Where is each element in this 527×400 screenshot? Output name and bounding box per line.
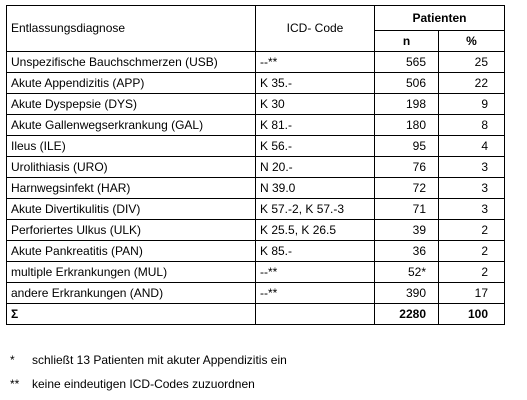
footnote-mark: * xyxy=(10,353,15,367)
cell-patient-count: 72 xyxy=(375,178,439,199)
cell-icd-code: K 30 xyxy=(256,94,375,115)
cell-patient-percent: 17 xyxy=(439,283,505,304)
table-row xyxy=(7,73,505,94)
header-patients: Patienten xyxy=(375,6,505,31)
cell-patient-count: 506 xyxy=(375,73,439,94)
cell-patient-count: 95 xyxy=(375,136,439,157)
cell-patient-percent: 2 xyxy=(439,241,505,262)
cell-patient-count: 565 xyxy=(375,52,439,73)
cell-diagnosis: Akute Pankreatitis (PAN) xyxy=(7,241,256,262)
header-pct: % xyxy=(439,31,505,52)
cell-patient-count: 39 xyxy=(375,220,439,241)
cell-icd-code: K 81.- xyxy=(256,115,375,136)
table-row xyxy=(7,283,505,304)
footnote-text: keine eindeutigen ICD-Codes zuzuordnen xyxy=(32,377,255,391)
cell-diagnosis: Perforiertes Ulkus (ULK) xyxy=(7,220,256,241)
table-row xyxy=(7,262,505,283)
cell-icd-code: K 35.- xyxy=(256,73,375,94)
table-row xyxy=(7,115,505,136)
cell-patient-count: 71 xyxy=(375,199,439,220)
table-row xyxy=(7,241,505,262)
cell-icd-code: --** xyxy=(256,52,375,73)
cell-diagnosis: Akute Divertikulitis (DIV) xyxy=(7,199,256,220)
cell-diagnosis: Harnwegsinfekt (HAR) xyxy=(7,178,256,199)
cell-patient-percent: 3 xyxy=(439,157,505,178)
footnote-text: schließt 13 Patienten mit akuter Appendizitis ein xyxy=(32,353,287,367)
cell-icd-code: K 57.-2, K 57.-3 xyxy=(256,199,375,220)
cell-patient-percent: 2 xyxy=(439,220,505,241)
cell-diagnosis: multiple Erkrankungen (MUL) xyxy=(7,262,256,283)
cell-diagnosis: Akute Gallenwegserkrankung (GAL) xyxy=(7,115,256,136)
diagnosis-table xyxy=(6,5,505,325)
cell-icd-code: K 25.5, K 26.5 xyxy=(256,220,375,241)
cell-patient-percent: 4 xyxy=(439,136,505,157)
cell-patient-count: 36 xyxy=(375,241,439,262)
total-icd xyxy=(256,304,375,325)
total-percent: 100 xyxy=(439,304,505,325)
table-row xyxy=(7,94,505,115)
cell-patient-percent: 8 xyxy=(439,115,505,136)
table-row xyxy=(7,178,505,199)
cell-patient-percent: 25 xyxy=(439,52,505,73)
cell-diagnosis: Urolithiasis (URO) xyxy=(7,157,256,178)
header-n: n xyxy=(375,31,439,52)
footnote xyxy=(10,352,287,376)
table-row xyxy=(7,136,505,157)
footnote-mark: ** xyxy=(10,377,20,391)
cell-patient-count: 180 xyxy=(375,115,439,136)
table-row xyxy=(7,157,505,178)
cell-icd-code: N 20.- xyxy=(256,157,375,178)
cell-icd-code: K 56.- xyxy=(256,136,375,157)
header-icd: ICD- Code xyxy=(256,6,375,52)
cell-patient-percent: 2 xyxy=(439,262,505,283)
footnotes xyxy=(10,352,287,400)
cell-diagnosis: Unspezifische Bauchschmerzen (USB) xyxy=(7,52,256,73)
table-row xyxy=(7,220,505,241)
header-row-1 xyxy=(7,6,505,31)
total-row xyxy=(7,304,505,325)
cell-patient-percent: 9 xyxy=(439,94,505,115)
table-row xyxy=(7,199,505,220)
cell-icd-code: --** xyxy=(256,262,375,283)
table-row xyxy=(7,52,505,73)
cell-patient-count: 390 xyxy=(375,283,439,304)
total-label: Σ xyxy=(7,304,256,325)
cell-patient-count: 52* xyxy=(375,262,439,283)
cell-icd-code: --** xyxy=(256,283,375,304)
cell-patient-percent: 3 xyxy=(439,199,505,220)
cell-icd-code: K 85.- xyxy=(256,241,375,262)
cell-diagnosis: andere Erkrankungen (AND) xyxy=(7,283,256,304)
cell-patient-percent: 22 xyxy=(439,73,505,94)
header-diagnosis: Entlassungsdiagnose xyxy=(7,6,256,52)
cell-icd-code: N 39.0 xyxy=(256,178,375,199)
cell-patient-count: 76 xyxy=(375,157,439,178)
cell-diagnosis: Ileus (ILE) xyxy=(7,136,256,157)
total-count: 2280 xyxy=(375,304,439,325)
cell-patient-percent: 3 xyxy=(439,178,505,199)
cell-patient-count: 198 xyxy=(375,94,439,115)
cell-diagnosis: Akute Dyspepsie (DYS) xyxy=(7,94,256,115)
cell-diagnosis: Akute Appendizitis (APP) xyxy=(7,73,256,94)
footnote xyxy=(10,376,287,400)
